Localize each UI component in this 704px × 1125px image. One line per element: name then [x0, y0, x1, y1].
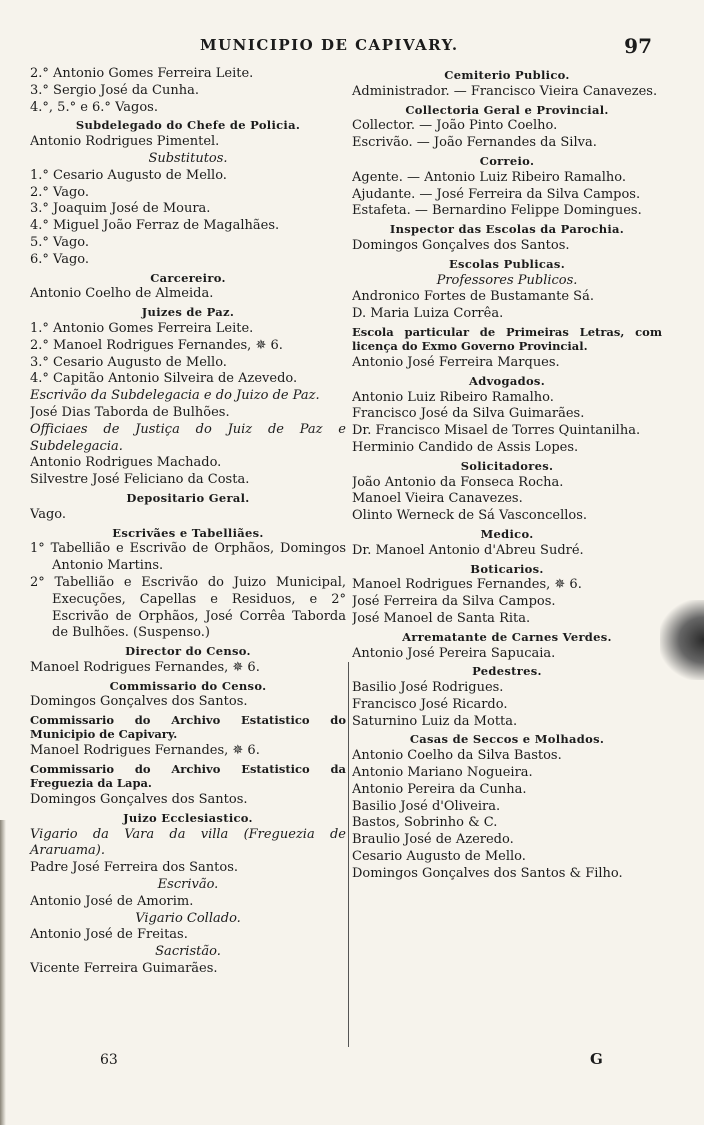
section-heading: Juizes de Paz. — [141, 305, 235, 320]
entry: Domingos Gonçalves dos Santos & Filho. — [352, 865, 623, 881]
entry: Antonio Coelho de Almeida. — [30, 286, 214, 302]
section-heading: Advogados. — [469, 373, 545, 388]
entry: Basilio José d'Oliveira. — [352, 798, 501, 814]
page-number: 97 — [624, 34, 652, 58]
entry: Braulio José de Azeredo. — [352, 832, 514, 848]
section-heading: Carcereiro. — [150, 270, 226, 285]
section-heading: Depositario Geral. — [126, 490, 250, 505]
left-column — [30, 66, 346, 978]
entry: Antonio Mariano Nogueira. — [352, 765, 533, 781]
entry: Manoel Rodrigues Fernandes, ✵ 6. — [30, 659, 260, 675]
italic-heading: Escrivão da Subdelegacia e do Juizo de Paz. — [30, 388, 320, 404]
entry: Estafeta. — Bernardino Felippe Domingues. — [352, 203, 642, 219]
section-heading: Pedestres. — [472, 664, 542, 679]
entry: 4.°, 5.° e 6.° Vagos. — [30, 99, 158, 115]
entry: 2.° Manoel Rodrigues Fernandes, ✵ 6. — [30, 337, 283, 353]
subheading: Substitutos. — [148, 150, 228, 166]
section-heading: Cemiterio Publico. — [444, 68, 570, 82]
entry: Antonio José Ferreira Marques. — [352, 354, 560, 370]
entry: Vago. — [30, 506, 66, 522]
entry: 3.° Sergio José da Cunha. — [30, 82, 199, 98]
entry: Bastos, Sobrinho & C. — [352, 815, 498, 831]
section-heading: Casas de Seccos e Molhados. — [409, 732, 605, 747]
italic-heading: Vigario da Vara da villa (Freguezia de Araruama). — [30, 826, 346, 859]
entry: Domingos Gonçalves dos Santos. — [30, 792, 248, 808]
subheading: Sacristão. — [155, 944, 221, 960]
entry: Ajudante. — José Ferreira da Silva Campos. — [352, 186, 641, 202]
entry: Francisco José Ricardo. — [352, 696, 508, 712]
entry: 1° Tabellião e Escrivão de Orphãos, Domingos Antonio Martins. — [30, 541, 346, 574]
entry: Basilio José Rodrigues. — [352, 680, 504, 696]
section-heading: Commissario do Archivo Estatistico da Freguezia da Lapa. — [30, 762, 346, 791]
entry: Cesario Augusto de Mello. — [352, 849, 526, 865]
entry: Escrivão. — João Fernandes da Silva. — [352, 135, 597, 151]
section-heading: Medico. — [480, 526, 534, 541]
entry: 1.° Cesario Augusto de Mello. — [30, 167, 227, 183]
section-heading: Solicitadores. — [460, 458, 554, 473]
italic-heading: Officiaes de Justiça do Juiz de Paz e Subdelegacia. — [30, 421, 346, 454]
entry: 1.° Antonio Gomes Ferreira Leite. — [30, 320, 254, 336]
entry: Dr. Manoel Antonio d'Abreu Sudré. — [352, 542, 584, 558]
section-heading: Escolas Publicas. — [448, 256, 566, 271]
entry: 4.° Capitão Antonio Silveira de Azevedo. — [30, 371, 298, 387]
entry: Manoel Vieira Canavezes. — [352, 491, 523, 507]
section-heading: Boticarios. — [470, 561, 544, 576]
entry: Francisco José da Silva Guimarães. — [352, 406, 585, 422]
entry: 2.° Antonio Gomes Ferreira Leite. — [30, 66, 254, 81]
entry: Saturnino Luiz da Motta. — [352, 713, 518, 729]
page-edge-shadow — [660, 600, 704, 680]
section-heading: Subdelegado do Chefe de Policia. — [75, 118, 301, 133]
entry: Antonio Rodrigues Pimentel. — [30, 134, 220, 150]
section-heading: Correio. — [479, 153, 535, 168]
entry: Administrador. — Francisco Vieira Canavezes. — [352, 83, 658, 99]
entry: Antonio Pereira da Cunha. — [352, 781, 527, 797]
entry: Silvestre José Feliciano da Costa. — [30, 472, 250, 488]
entry: 2.° Vago. — [30, 184, 90, 200]
entry: Antonio José Pereira Sapucaia. — [352, 645, 556, 661]
entry: Antonio Luiz Ribeiro Ramalho. — [352, 389, 554, 405]
column-divider — [348, 662, 349, 1047]
entry: 4.° Miguel João Ferraz de Magalhães. — [30, 218, 280, 234]
section-heading: Director do Censo. — [125, 644, 251, 659]
entry: D. Maria Luiza Corrêa. — [352, 306, 504, 322]
entry: 6.° Vago. — [30, 251, 90, 267]
entry: Domingos Gonçalves dos Santos. — [352, 237, 570, 253]
section-heading: Escola particular de Primeiras Letras, com licença do Exmo Governo Provincial. — [352, 324, 662, 353]
entry: Andronico Fortes de Bustamante Sá. — [352, 289, 594, 305]
entry: Antonio Coelho da Silva Bastos. — [352, 748, 562, 764]
right-column — [352, 66, 662, 883]
section-heading: Commissario do Archivo Estatistico do Municipio de Capivary. — [30, 713, 346, 742]
entry: Agente. — Antonio Luiz Ribeiro Ramalho. — [352, 169, 627, 185]
entry: Manoel Rodrigues Fernandes, ✵ 6. — [30, 743, 260, 759]
entry: 2° Tabellião e Escrivão do Juizo Municipal, Execuções, Capellas e Residuos, e 2° Escrivão de Orphãos, José Corrêa Taborda de Bulhões. (Suspenso.) — [30, 574, 346, 641]
gathering-mark: G — [590, 1050, 603, 1068]
entry: 3.° Joaquim José de Moura. — [30, 201, 211, 217]
entry: José Ferreira da Silva Campos. — [352, 594, 556, 610]
entry: 3.° Cesario Augusto de Mello. — [30, 354, 227, 370]
section-heading: Escrivães e Tabelliães. — [112, 525, 264, 540]
entry: Dr. Francisco Misael de Torres Quintanilha. — [352, 423, 641, 439]
printer-signature: 63 — [100, 1052, 118, 1068]
entry: Antonio Rodrigues Machado. — [30, 455, 222, 471]
entry: José Dias Taborda de Bulhões. — [30, 404, 230, 420]
section-heading: Juizo Ecclesiastico. — [123, 810, 253, 825]
entry: João Antonio da Fonseca Rocha. — [352, 474, 564, 490]
running-title: MUNICIPIO DE CAPIVARY. — [200, 36, 459, 54]
binding-spine — [0, 820, 6, 1125]
subheading: Professores Publicos. — [436, 272, 578, 288]
entry: Collector. — João Pinto Coelho. — [352, 118, 558, 134]
entry: Padre José Ferreira dos Santos. — [30, 860, 239, 876]
entry: 5.° Vago. — [30, 234, 90, 250]
section-heading: Inspector das Escolas da Parochia. — [389, 222, 625, 237]
entry: José Manoel de Santa Rita. — [352, 610, 531, 626]
page-header — [0, 36, 704, 62]
section-heading: Commissario do Censo. — [109, 678, 267, 693]
entry: Manoel Rodrigues Fernandes, ✵ 6. — [352, 577, 582, 593]
entry: Antonio José de Freitas. — [30, 927, 188, 943]
section-heading: Arrematante de Carnes Verdes. — [402, 629, 612, 644]
entry: Herminio Candido de Assis Lopes. — [352, 439, 579, 455]
section-heading: Collectoria Geral e Provincial. — [405, 102, 609, 117]
entry: Domingos Gonçalves dos Santos. — [30, 694, 248, 710]
subheading: Vigario Collado. — [135, 910, 241, 926]
entry: Vicente Ferreira Guimarães. — [30, 961, 218, 977]
entry: Olinto Werneck de Sá Vasconcellos. — [352, 508, 588, 524]
subheading: Escrivão. — [157, 877, 219, 893]
entry: Antonio José de Amorim. — [30, 893, 194, 909]
